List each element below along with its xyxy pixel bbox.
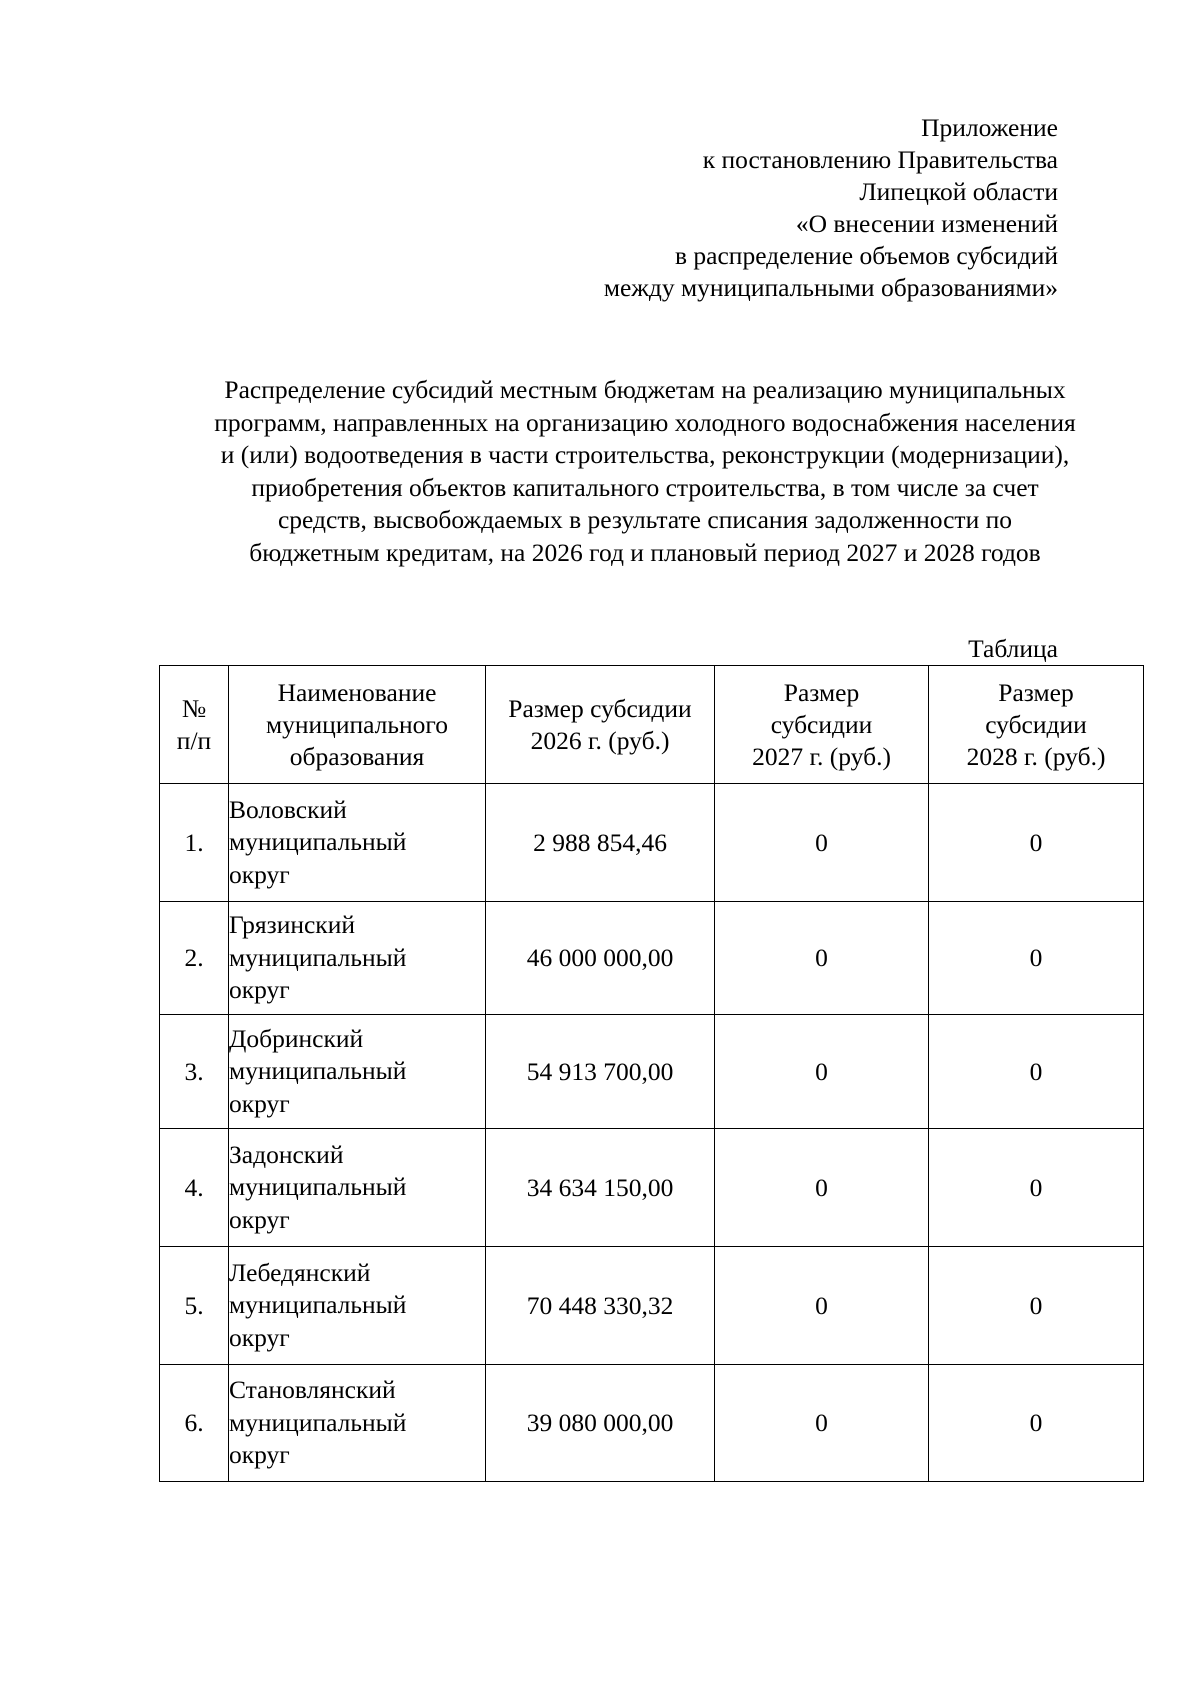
appendix-line: «О внесении изменений: [795, 209, 1058, 238]
subsidy-2026: 34 634 150,00: [486, 1129, 715, 1247]
row-number: 4.: [160, 1129, 229, 1247]
table-row: [160, 784, 1144, 902]
subsidy-2028: 0: [929, 902, 1144, 1015]
header-municipality: Наименование муниципального образования: [229, 666, 486, 784]
subsidy-2026: 39 080 000,00: [486, 1365, 715, 1482]
title-line: бюджетным кредитам, на 2026 год и плановый период 2027 и 2028 годов: [249, 537, 1041, 567]
row-number: 1.: [160, 784, 229, 902]
subsidy-2027: 0: [715, 1015, 929, 1129]
municipality-name: Грязинский муниципальный округ: [229, 902, 486, 1015]
municipality-name: Задонский муниципальный округ: [229, 1129, 486, 1247]
subsidy-2027: 0: [715, 1365, 929, 1482]
row-number: 2.: [160, 902, 229, 1015]
title-line: и (или) водоотведения в части строительства, реконструкции (модернизации),: [220, 440, 1070, 470]
table-row: [160, 902, 1144, 1015]
subsidy-2028: 0: [929, 1247, 1144, 1365]
subsidy-2028: 0: [929, 1129, 1144, 1247]
row-number: 6.: [160, 1365, 229, 1482]
subsidy-2027: 0: [715, 1129, 929, 1247]
subsidy-2028: 0: [929, 1365, 1144, 1482]
header-subsidy-2026: Размер субсидии 2026 г. (руб.): [486, 666, 715, 784]
municipality-name: Добринский муниципальный округ: [229, 1015, 486, 1129]
title-line: приобретения объектов капитального строительства, в том числе за счет: [251, 472, 1039, 502]
row-number: 3.: [160, 1015, 229, 1129]
title-line: средств, высвобождаемых в результате списания задолженности по: [277, 505, 1012, 535]
appendix-line: Приложение: [921, 113, 1058, 142]
header-number: № п/п: [160, 666, 229, 784]
subsidy-2028: 0: [929, 1015, 1144, 1129]
subsidy-2028: 0: [929, 784, 1144, 902]
subsidy-2027: 0: [715, 784, 929, 902]
document-title: [160, 374, 1130, 570]
municipality-name: Воловский муниципальный округ: [229, 784, 486, 902]
header-subsidy-2028: Размер субсидии 2028 г. (руб.): [929, 666, 1144, 784]
table-row: [160, 1247, 1144, 1365]
appendix-line: в распределение объемов субсидий: [675, 241, 1058, 270]
table-row: [160, 1365, 1144, 1482]
table-row: [160, 1129, 1144, 1247]
row-number: 5.: [160, 1247, 229, 1365]
municipality-name: Лебедянский муниципальный округ: [229, 1247, 486, 1365]
subsidy-2026: 46 000 000,00: [486, 902, 715, 1015]
title-line: программ, направленных на организацию холодного водоснабжения населения: [214, 407, 1076, 437]
title-line: Распределение субсидий местным бюджетам на реализацию муниципальных: [224, 375, 1066, 404]
header-subsidy-2027: Размер субсидии 2027 г. (руб.): [715, 666, 929, 784]
subsidy-2026: 2 988 854,46: [486, 784, 715, 902]
subsidy-2026: 70 448 330,32: [486, 1247, 715, 1365]
subsidy-table: [159, 665, 1144, 1482]
subsidy-2026: 54 913 700,00: [486, 1015, 715, 1129]
table-caption: Таблица: [968, 634, 1058, 663]
table-row: [160, 1015, 1144, 1129]
municipality-name: Становлянский муниципальный округ: [229, 1365, 486, 1482]
appendix-line: Липецкой области: [859, 177, 1058, 206]
table-header-row: [160, 666, 1144, 784]
appendix-note: [358, 112, 1058, 304]
appendix-line: между муниципальными образованиями»: [603, 273, 1058, 302]
subsidy-2027: 0: [715, 902, 929, 1015]
appendix-line: к постановлению Правительства: [702, 145, 1058, 174]
subsidy-2027: 0: [715, 1247, 929, 1365]
